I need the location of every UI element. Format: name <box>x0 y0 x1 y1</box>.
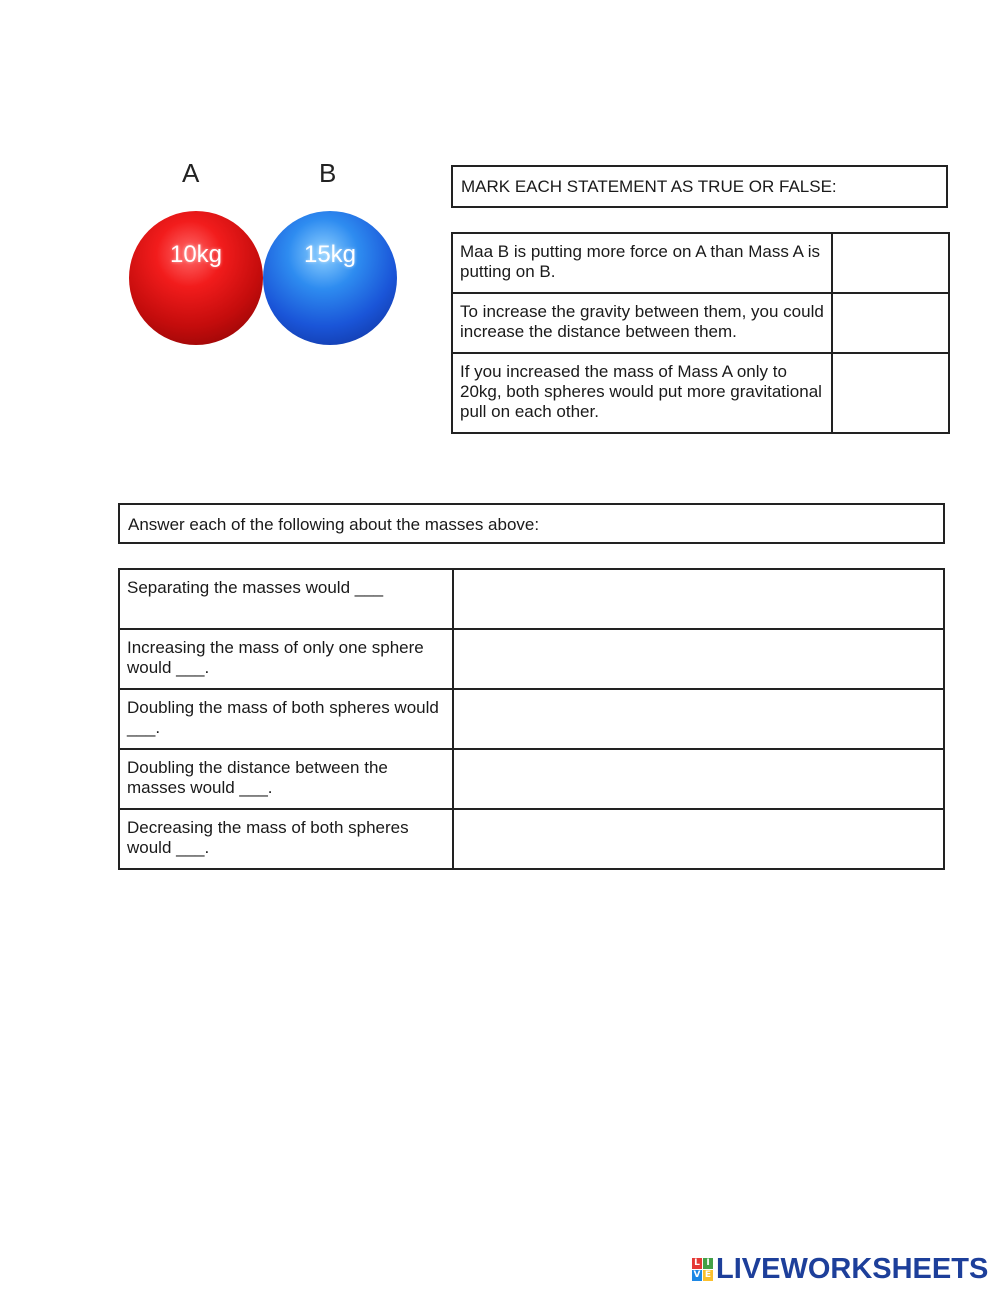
mass-b-sphere <box>263 211 397 345</box>
answers-table <box>118 568 945 870</box>
true-false-header <box>451 165 948 208</box>
statement-cell: If you increased the mass of Mass A only to 20kg, both spheres would put more gravitational pull on each other. <box>452 353 832 433</box>
answer-box[interactable] <box>453 689 944 749</box>
logo-letter: L <box>692 1258 702 1269</box>
table-row <box>452 233 949 293</box>
true-false-answer-box[interactable] <box>832 353 949 433</box>
brand-name: LIVEWORKSHEETS <box>716 1252 989 1285</box>
table-row <box>452 353 949 433</box>
table-row <box>119 629 944 689</box>
true-false-table <box>451 232 950 434</box>
liveworksheets-logo <box>692 1252 988 1286</box>
prompt-cell: Doubling the mass of both spheres would ___. <box>119 689 453 749</box>
mass-a-sphere <box>129 211 263 345</box>
table-row <box>119 569 944 629</box>
table-row <box>119 749 944 809</box>
prompt-cell: Doubling the distance between the masses would ___. <box>119 749 453 809</box>
logo-letter: E <box>704 1269 712 1280</box>
answer-box[interactable] <box>453 629 944 689</box>
mass-a-value: 10kg <box>169 241 223 268</box>
sphere-a-label: A <box>182 158 200 188</box>
logo-letter: I <box>703 1258 713 1269</box>
true-false-answer-box[interactable] <box>832 293 949 353</box>
answer-box[interactable] <box>453 809 944 869</box>
prompt-cell: Decreasing the mass of both spheres would ___. <box>119 809 453 869</box>
logo-letter: V <box>693 1269 701 1280</box>
answer-box[interactable] <box>453 749 944 809</box>
answers-header <box>118 503 945 544</box>
table-row <box>452 293 949 353</box>
true-false-answer-box[interactable] <box>832 233 949 293</box>
mass-b-value: 15kg <box>303 241 357 268</box>
statement-cell: To increase the gravity between them, you could increase the distance between them. <box>452 293 832 353</box>
prompt-cell: Separating the masses would ___ <box>119 569 453 629</box>
table-row <box>119 689 944 749</box>
prompt-cell: Increasing the mass of only one sphere would ___. <box>119 629 453 689</box>
answer-box[interactable] <box>453 569 944 629</box>
sphere-b-label: B <box>319 158 337 188</box>
answers-header-text: Answer each of the following about the masses above: <box>128 515 540 534</box>
table-row <box>119 809 944 869</box>
statement-cell: Maa B is putting more force on A than Mass A is putting on B. <box>452 233 832 293</box>
true-false-header-text: MARK EACH STATEMENT AS TRUE OR FALSE: <box>461 177 837 196</box>
live-logo-icon <box>692 1258 713 1281</box>
